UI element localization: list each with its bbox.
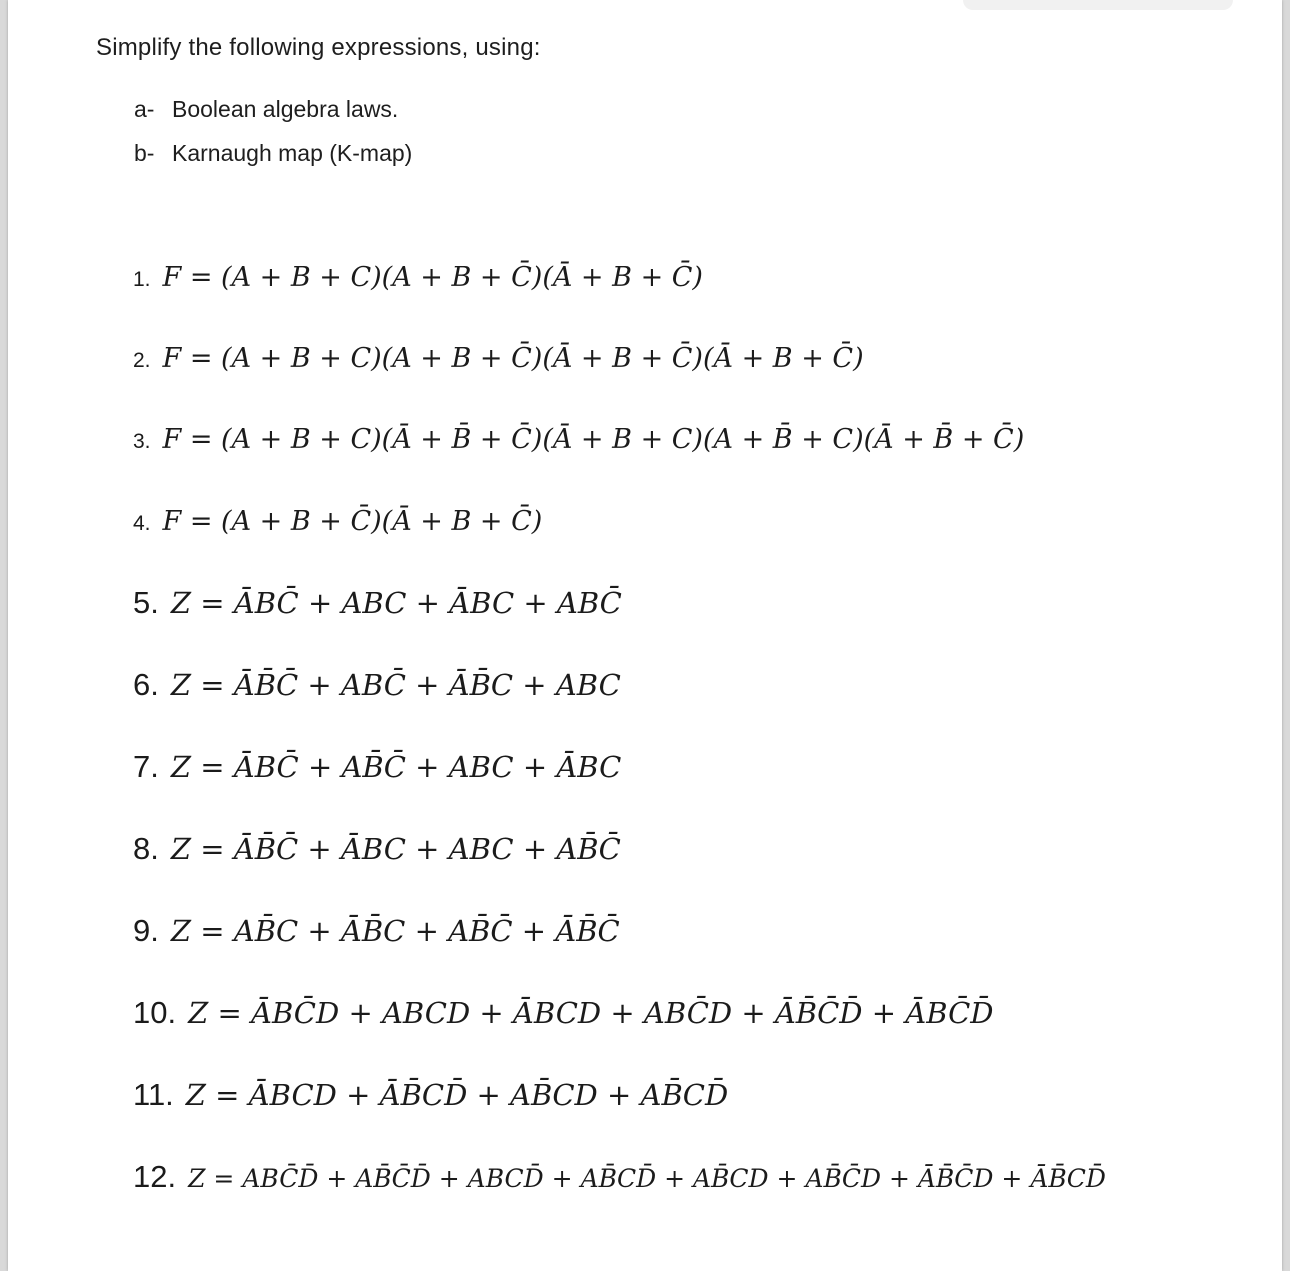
problem-item <box>133 1075 728 1115</box>
problem-number: 11. <box>133 1077 174 1112</box>
problem-expression: Z = ĀBC̄ + AB̄C̄ + ABC + ĀBC <box>170 750 622 784</box>
problem-number: 6. <box>133 667 159 702</box>
problem-item <box>133 1157 1106 1197</box>
problem-item <box>133 339 864 379</box>
problem-item <box>133 747 621 787</box>
method-item <box>134 136 412 180</box>
problem-number: 7. <box>133 749 159 784</box>
problem-item <box>133 258 703 298</box>
problem-expression: F = (A + B + C)(A + B + C̄)(Ā + B + C̄)(Ā + B + C̄) <box>162 343 864 374</box>
problem-item <box>133 583 622 623</box>
problem-expression: Z = AB̄C + ĀB̄C + AB̄C̄ + ĀB̄C̄ <box>170 914 620 948</box>
problem-number: 12. <box>133 1159 177 1194</box>
method-item <box>134 92 412 136</box>
problem-number: 4. <box>133 512 151 535</box>
instructions-heading: Simplify the following expressions, using: <box>96 34 541 61</box>
problem-item <box>133 993 994 1033</box>
method-marker: b- <box>134 140 155 166</box>
problem-expression: Z = ĀBC̄ + ABC + ĀBC + ABC̄ <box>170 586 622 620</box>
methods-list <box>134 92 412 180</box>
problem-expression: Z = ABC̄D̄ + AB̄C̄D̄ + ABCD̄ + AB̄CD̄ + AB̄CD + AB̄C̄D + ĀB̄C̄D + ĀB̄CD̄ <box>188 1164 1106 1193</box>
problem-expression: F = (A + B + C̄)(Ā + B + C̄) <box>162 506 543 537</box>
problem-number: 9. <box>133 913 159 948</box>
problem-expression: Z = ĀB̄C̄ + ABC̄ + ĀB̄C + ABC <box>170 668 621 702</box>
method-text: Boolean algebra laws. <box>172 96 399 122</box>
problem-expression: Z = ĀBCD + ĀB̄CD̄ + AB̄CD + AB̄CD̄ <box>185 1078 729 1112</box>
problem-number: 2. <box>133 349 151 372</box>
problem-item <box>133 502 542 542</box>
problem-expression: Z = ĀBC̄D + ABCD + ĀBCD + ABC̄D + ĀB̄C̄D̄ + ĀBC̄D̄ <box>188 996 994 1030</box>
problem-item <box>133 829 621 869</box>
problem-number: 10. <box>133 995 177 1030</box>
problem-number: 5. <box>133 585 159 620</box>
problem-expression: F = (A + B + C)(Ā + B̄ + C̄)(Ā + B + C)(A + B̄ + C)(Ā + B̄ + C̄) <box>162 424 1025 455</box>
method-marker: a- <box>134 96 155 122</box>
problem-item <box>133 420 1024 460</box>
problem-expression: F = (A + B + C)(A + B + C̄)(Ā + B + C̄) <box>162 262 703 293</box>
document-page <box>8 0 1282 1271</box>
problem-number: 1. <box>133 268 151 291</box>
method-text: Karnaugh map (K-map) <box>172 140 413 166</box>
problem-number: 8. <box>133 831 159 866</box>
problem-number: 3. <box>133 430 151 453</box>
page-top-tab <box>963 0 1233 10</box>
problem-item <box>133 665 621 705</box>
problem-item <box>133 911 620 951</box>
problem-expression: Z = ĀB̄C̄ + ĀBC + ABC + AB̄C̄ <box>170 832 621 866</box>
